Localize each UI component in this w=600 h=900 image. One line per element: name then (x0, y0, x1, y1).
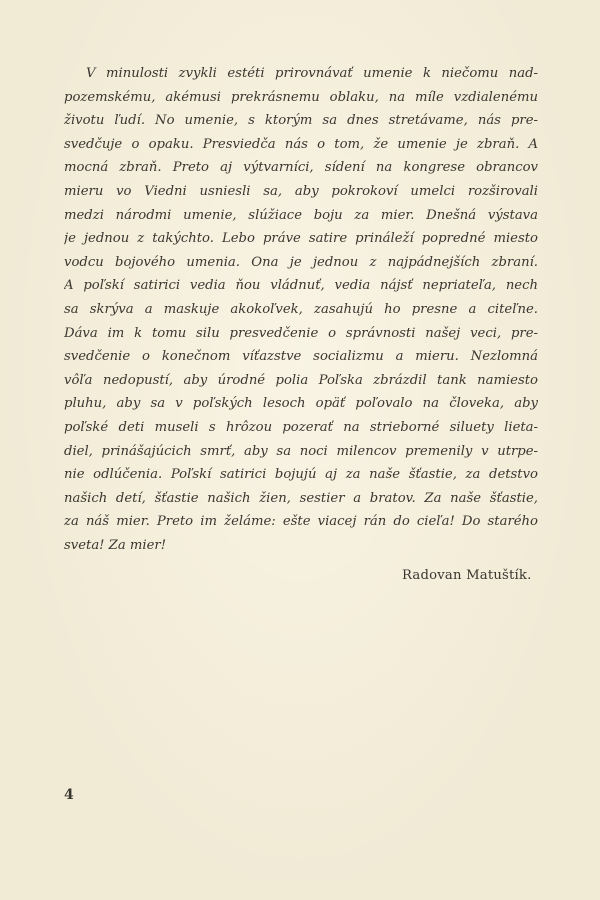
text-line: V minulosti zvykli estéti prirovnávať umenie k niečomu nad- (86, 66, 538, 81)
text-line: nie odlúčenia. Poľskí satirici bojujú aj za naše šťastie, za detstvo (64, 467, 538, 483)
text-line: mocná zbraň. Preto aj výtvarníci, sídení na kongrese obrancov (64, 160, 538, 176)
author-signature: Radovan Matuštík. (402, 568, 532, 583)
text-line: pluhu, aby sa v poľských lesoch opäť poľovalo na človeka, aby (64, 396, 538, 412)
text-line: je jednou z takýchto. Lebo práve satire prináleží popredné miesto (64, 231, 538, 247)
text-line: svedčenie o konečnom víťazstve socializmu a mieru. Nezlomná (64, 349, 538, 365)
text-line: vodcu bojového umenia. Ona je jednou z najpádnejších zbraní. (64, 254, 538, 270)
text-line: medzi národmi umenie, slúžiace boju za mier. Dnešná výstava (64, 207, 538, 223)
text-line: vôľa nedopustí, aby úrodné polia Poľska zbrázdil tank namiesto (64, 372, 538, 388)
text-line: diel, prinášajúcich smrť, aby sa noci milencov premenily v utrpe- (64, 443, 538, 459)
text-line: sveta! Za mier! (64, 537, 167, 553)
text-line: sa skrýva a maskuje akokoľvek, zasahujú ho presne a citeľne. (64, 301, 538, 317)
text-line: poľské deti museli s hrôzou pozerať na strieborné siluety lieta- (64, 419, 538, 435)
text-line: našich detí, šťastie našich žien, sestier a bratov. Za naše šťastie, (64, 490, 538, 506)
text-line: životu ľudí. No umenie, s ktorým sa dnes stretávame, nás pre- (64, 113, 538, 129)
text-line: za náš mier. Preto im želáme: ešte viacej rán do cieľa! Do starého (64, 514, 538, 530)
text-line: pozemskému, akémusi prekrásnemu oblaku, na míle vzdialenému (64, 89, 538, 105)
page-number: 4 (64, 787, 74, 803)
text-line: mieru vo Viedni usniesli sa, aby pokrokoví umelci rozširovali (64, 183, 538, 199)
text-line: A poľskí satirici vedia ňou vládnuť, vedia nájsť nepriateľa, nech (64, 278, 538, 294)
text-line: svedčuje o opaku. Presviedča nás o tom, že umenie je zbraň. A (64, 136, 538, 152)
article-body (64, 62, 538, 557)
text-line: Dáva im k tomu silu presvedčenie o správnosti našej veci, pre- (64, 325, 538, 341)
